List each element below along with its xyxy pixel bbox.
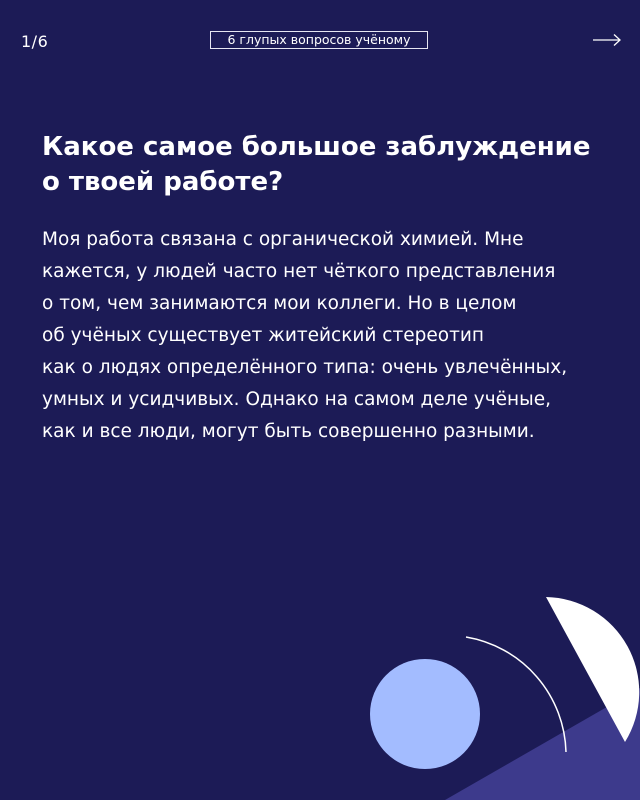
purple-wedge-shape xyxy=(445,688,640,800)
slide-counter: 1/6 xyxy=(21,32,49,51)
light-blue-circle-shape xyxy=(370,659,480,769)
question-line: о твоей работе? xyxy=(42,167,284,197)
series-title-badge: 6 глупых вопросов учёному xyxy=(210,31,428,49)
question-heading xyxy=(42,130,612,200)
answer-line: умных и усидчивых. Однако на самом деле учёные, xyxy=(42,389,552,410)
answer-line: кажется, у людей часто нет чёткого представления xyxy=(42,261,556,282)
question-line: Какое самое большое заблуждение xyxy=(42,132,591,162)
arrow-right-icon[interactable] xyxy=(592,32,622,48)
answer-line: о том, чем занимаются мои коллеги. Но в целом xyxy=(42,293,517,314)
answer-line: как о людях определённого типа: очень увлечённых, xyxy=(42,357,568,378)
answer-line: Моя работа связана с органической химией. Мне xyxy=(42,229,524,250)
answer-line: как и все люди, могут быть совершенно разными. xyxy=(42,421,535,442)
white-half-disc-shape xyxy=(546,597,639,742)
answer-text xyxy=(42,224,622,448)
answer-line: об учёных существует житейский стереотип xyxy=(42,325,484,346)
thin-arc-line xyxy=(466,637,566,752)
